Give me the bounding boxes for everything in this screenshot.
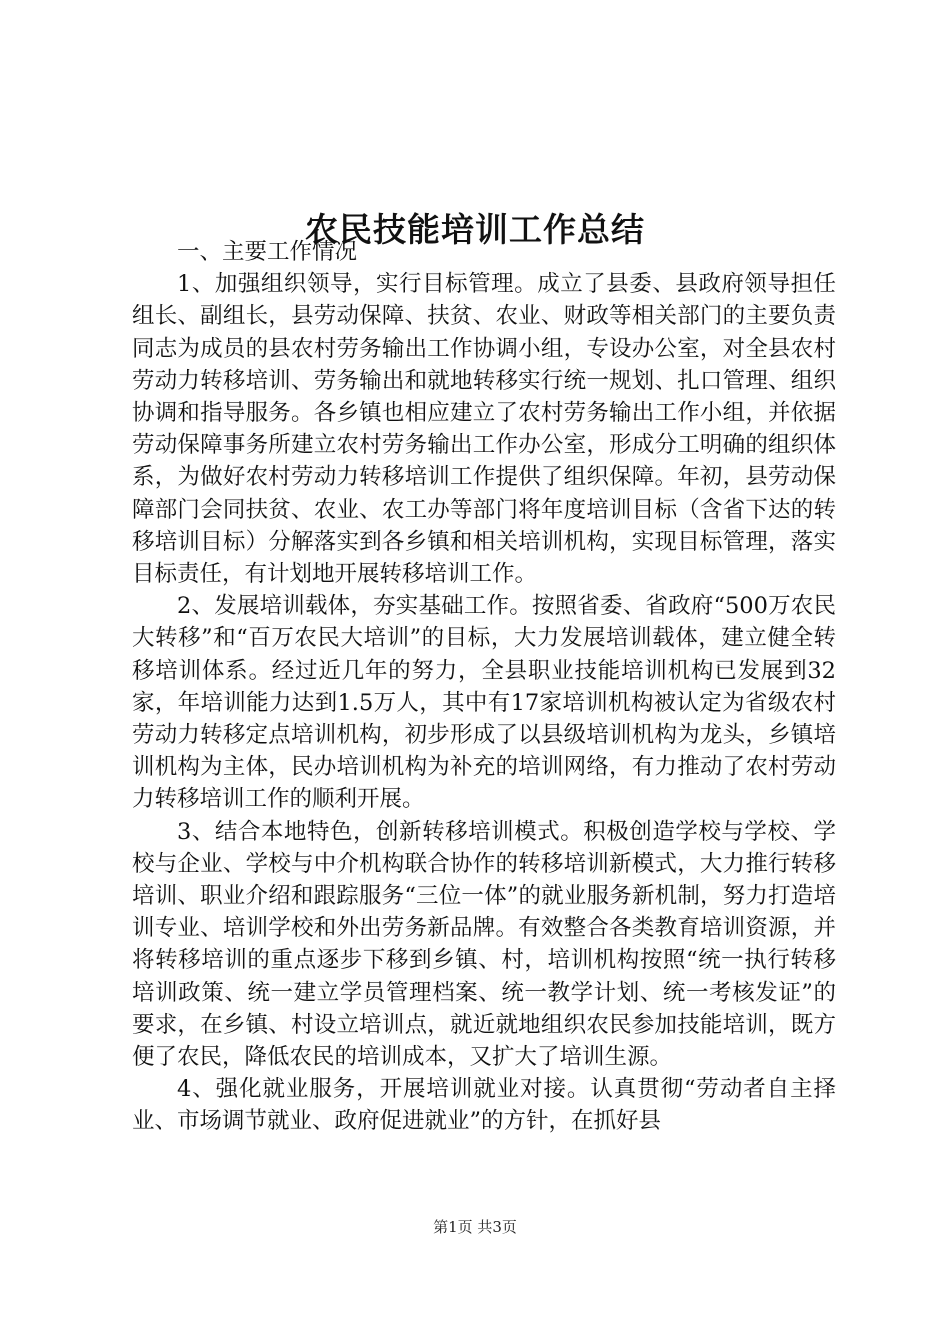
document-body — [132, 236, 836, 1138]
document-title: 农民技能培训工作总结 — [305, 210, 645, 250]
paragraph-1: 1、加强组织领导，实行目标管理。成立了县委、县政府领导担任组长、副组长，县劳动保障、扶贫、农业、财政等相关部门的主要负责同志为成员的县农村劳务输出工作协调小组，专设办公室，对全县农村劳动力转移培训、劳务输出和就地转移实行统一规划、扎口管理、组织协调和指导服务。各乡镇也相应建立了农村劳务输出工作小组，并依据劳动保障事务所建立农村劳务输出工作办公室，形成分工明确的组织体系，为做好农村劳动力转移培训工作提供了组织保障。年初，县劳动保障部门会同扶贫、农业、农工办等部门将年度培训目标（含省下达的转移培训目标）分解落实到各乡镇和相关培训机构，实现目标管理，落实目标责任，有计划地开展转移培训工作。 — [132, 271, 836, 588]
paragraph-4: 4、强化就业服务，开展培训就业对接。认真贯彻“劳动者自主择业、市场调节就业、政府促进就业”的方针，在抓好县 — [132, 1076, 836, 1135]
page-footer: 第1页 共3页 — [433, 1218, 517, 1236]
section-heading: 一、主要工作情况 — [177, 239, 358, 265]
paragraph-2: 2、发展培训载体，夯实基础工作。按照省委、省政府“500万农民大转移”和“百万农民大培训”的目标，大力发展培训载体，建立健全转移培训体系。经过近几年的努力，全县职业技能培训机构已发展到32家，年培训能力达到1.5万人，其中有17家培训机构被认定为省级农村劳动力转移定点培训机构，初步形成了以县级培训机构为龙头，乡镇培训机构为主体，民办培训机构为补充的培训网络，有力推动了农村劳动力转移培训工作的顺利开展。 — [132, 593, 836, 813]
paragraph-3: 3、结合本地特色，创新转移培训模式。积极创造学校与学校、学校与企业、学校与中介机构联合协作的转移培训新模式，大力推行转移培训、职业介绍和跟踪服务“三位一体”的就业服务新机制，努力打造培训专业、培训学校和外出劳务新品牌。有效整合各类教育培训资源，并将转移培训的重点逐步下移到乡镇、村，培训机构按照“统一执行转移培训政策、统一建立学员管理档案、统一教学计划、统一考核发证”的要求，在乡镇、村设立培训点，就近就地组织农民参加技能培训，既方便了农民，降低农民的培训成本，又扩大了培训生源。 — [132, 818, 836, 1071]
